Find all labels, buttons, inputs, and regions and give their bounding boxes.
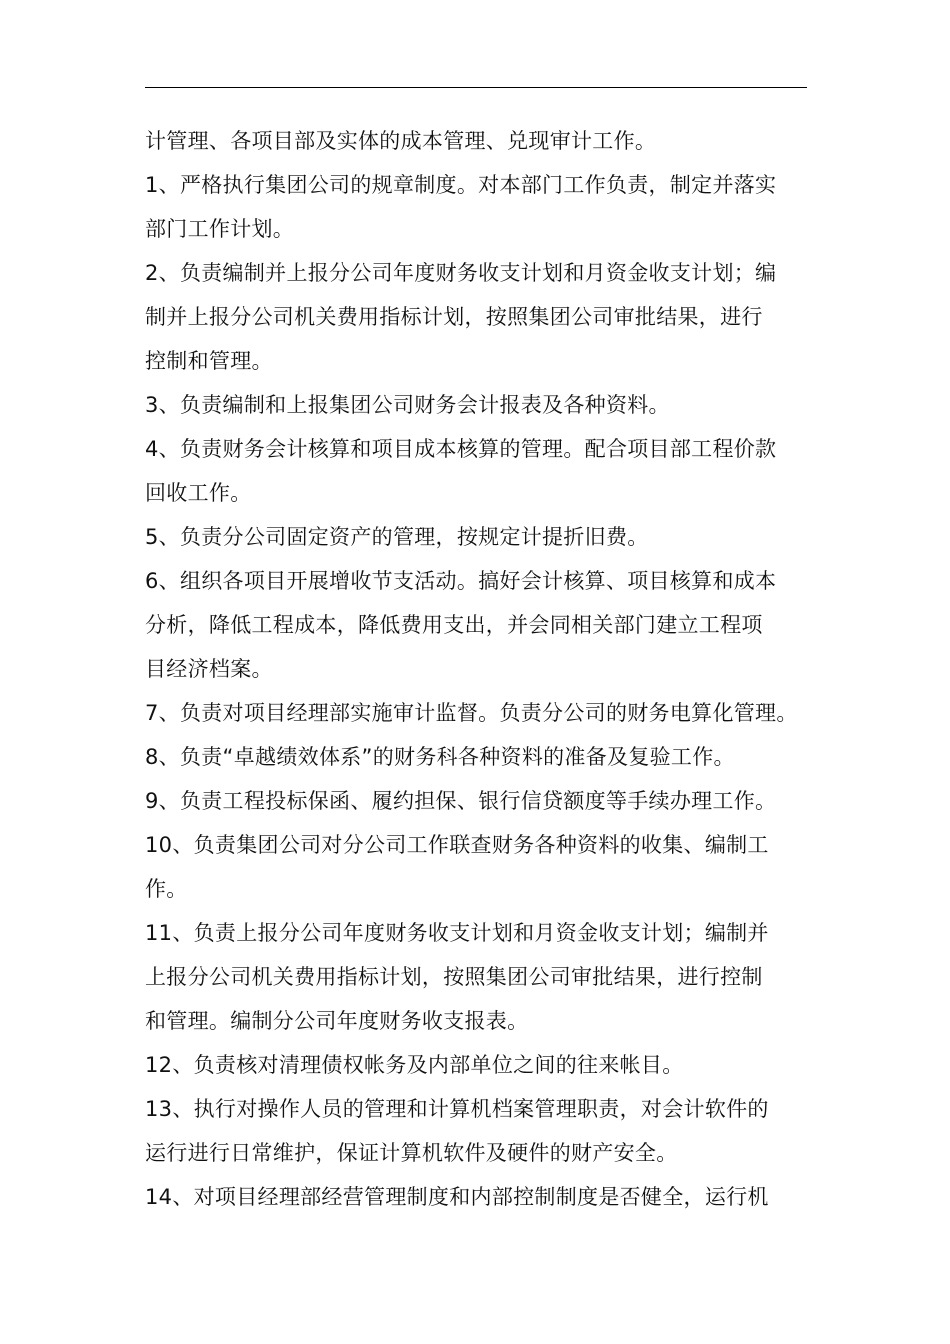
paragraph (145, 383, 813, 427)
paragraph (145, 427, 813, 515)
text-line: 上报分公司机关费用指标计划，按照集团公司审批结果，进行控制 (145, 965, 763, 989)
paragraph (145, 163, 813, 251)
paragraph (145, 691, 813, 735)
text-line: 13、执行对操作人员的管理和计算机档案管理职责，对会计软件的 (145, 1097, 769, 1121)
paragraph (145, 515, 813, 559)
text-line: 1、严格执行集团公司的规章制度。对本部门工作负责，制定并落实 (145, 173, 777, 197)
text-line: 8、负责“卓越绩效体系”的财务科各种资料的准备及复验工作。 (145, 745, 735, 769)
paragraph (145, 559, 813, 691)
text-line: 7、负责对项目经理部实施审计监督。负责分公司的财务电算化管理。 (145, 701, 798, 725)
text-line: 2、负责编制并上报分公司年度财务收支计划和月资金收支计划；编 (145, 261, 777, 285)
text-line: 5、负责分公司固定资产的管理，按规定计提折旧费。 (145, 525, 649, 549)
text-line: 计管理、各项目部及实体的成本管理、兑现审计工作。 (145, 129, 657, 153)
text-line: 控制和管理。 (145, 349, 273, 373)
text-line: 作。 (145, 877, 188, 901)
header-rule (145, 87, 807, 88)
text-line: 制并上报分公司机关费用指标计划，按照集团公司审批结果，进行 (145, 305, 763, 329)
text-line: 10、负责集团公司对分公司工作联查财务各种资料的收集、编制工 (145, 833, 769, 857)
paragraph (145, 823, 813, 911)
text-line: 部门工作计划。 (145, 217, 295, 241)
text-line: 3、负责编制和上报集团公司财务会计报表及各种资料。 (145, 393, 670, 417)
paragraph (145, 1087, 813, 1175)
text-line: 运行进行日常维护，保证计算机软件及硬件的财产安全。 (145, 1141, 678, 1165)
text-line: 12、负责核对清理债权帐务及内部单位之间的往来帐目。 (145, 1053, 684, 1077)
text-line: 回收工作。 (145, 481, 252, 505)
paragraph (145, 911, 813, 1043)
text-line: 目经济档案。 (145, 657, 273, 681)
text-line: 14、对项目经理部经营管理制度和内部控制制度是否健全，运行机 (145, 1185, 769, 1209)
paragraph (145, 119, 813, 163)
text-line: 11、负责上报分公司年度财务收支计划和月资金收支计划；编制并 (145, 921, 769, 945)
text-line: 9、负责工程投标保函、履约担保、银行信贷额度等手续办理工作。 (145, 789, 777, 813)
paragraph (145, 1043, 813, 1087)
paragraph (145, 251, 813, 383)
document-body (145, 119, 813, 1219)
text-line: 分析，降低工程成本，降低费用支出，并会同相关部门建立工程项 (145, 613, 763, 637)
text-line: 6、组织各项目开展增收节支活动。搞好会计核算、项目核算和成本 (145, 569, 777, 593)
paragraph (145, 779, 813, 823)
text-line: 4、负责财务会计核算和项目成本核算的管理。配合项目部工程价款 (145, 437, 777, 461)
text-line: 和管理。编制分公司年度财务收支报表。 (145, 1009, 529, 1033)
paragraph (145, 735, 813, 779)
paragraph (145, 1175, 813, 1219)
